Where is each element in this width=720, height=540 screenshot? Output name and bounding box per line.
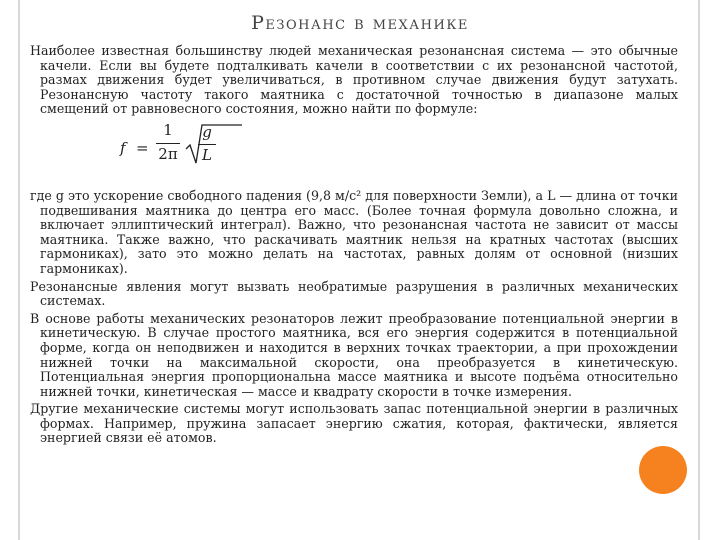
formula-sqrt-fraction xyxy=(198,122,216,166)
formula xyxy=(120,120,678,179)
right-frame-line xyxy=(698,0,700,540)
decorative-orange-circle xyxy=(639,446,687,494)
left-frame-line xyxy=(18,0,20,540)
formula-fraction xyxy=(156,120,180,165)
formula-sqrt-denominator: L xyxy=(202,145,212,164)
paragraph-destruction: Резонансные явления могут вызвать необратимые разрушения в различных механических системах. xyxy=(30,278,678,309)
formula-equals: = xyxy=(136,138,149,157)
paragraph-explanation: где g это ускорение свободного падения (9,8 м/с² для поверхности Земли), а L — длина от точки подвешивания маятника до центра его масс. (Более точная формула довольно сложна, и включает эллиптический интеграл). Важно, что резонансная частота не зависит от массы маятника. Также важно, что раскачивать маятник нельзя на кратных частотах (высших гармониках), зато это можно делать на частотах, равных долям от основной (низших гармониках). xyxy=(30,187,678,276)
formula-lhs: f xyxy=(120,138,126,157)
paragraph-energy: В основе работы механических резонаторов лежит преобразование потенциальной энергии в кинетическую. В случае простого маятника, вся его энергия содержится в потенциальной форме, когда он неподвижен и находится в верхних точках траектории, а при прохождении нижней точки на максимальной скорости, она преобразуется в кинетическую. Потенциальная энергия пропорциональна массе маятника и высоте подъёма относительно нижней точки, кинетическая — массе и квадрату скорости в точке измерения. xyxy=(30,310,678,399)
formula-sqrt-numerator: g xyxy=(202,122,212,141)
formula-numerator: 1 xyxy=(163,120,173,139)
sqrt-fraction-bar xyxy=(198,144,216,145)
paragraph-other-systems: Другие механические системы могут использовать запас потенциальной энергии в различных формах. Например, пружина запасает энергию сжатия, которая, фактически, является энергией связи её атомов. xyxy=(30,401,678,446)
slide-title: Резонанс в механике xyxy=(251,12,469,34)
slide-body xyxy=(30,44,678,449)
paragraph-intro: Наиболее известная большинству людей механическая резонансная система — это обычные качели. Если вы будете подталкивать качели в соответствии с их резонансной частотой, размах движения будет увеличиваться, в противном случае движения будут затухать. Резонансную частоту такого маятника с достаточной точностью в диапазоне малых смещений от равновесного состояния, можно найти по формуле: xyxy=(30,43,678,117)
fraction-bar xyxy=(156,143,180,144)
formula-denominator: 2π xyxy=(158,144,178,163)
